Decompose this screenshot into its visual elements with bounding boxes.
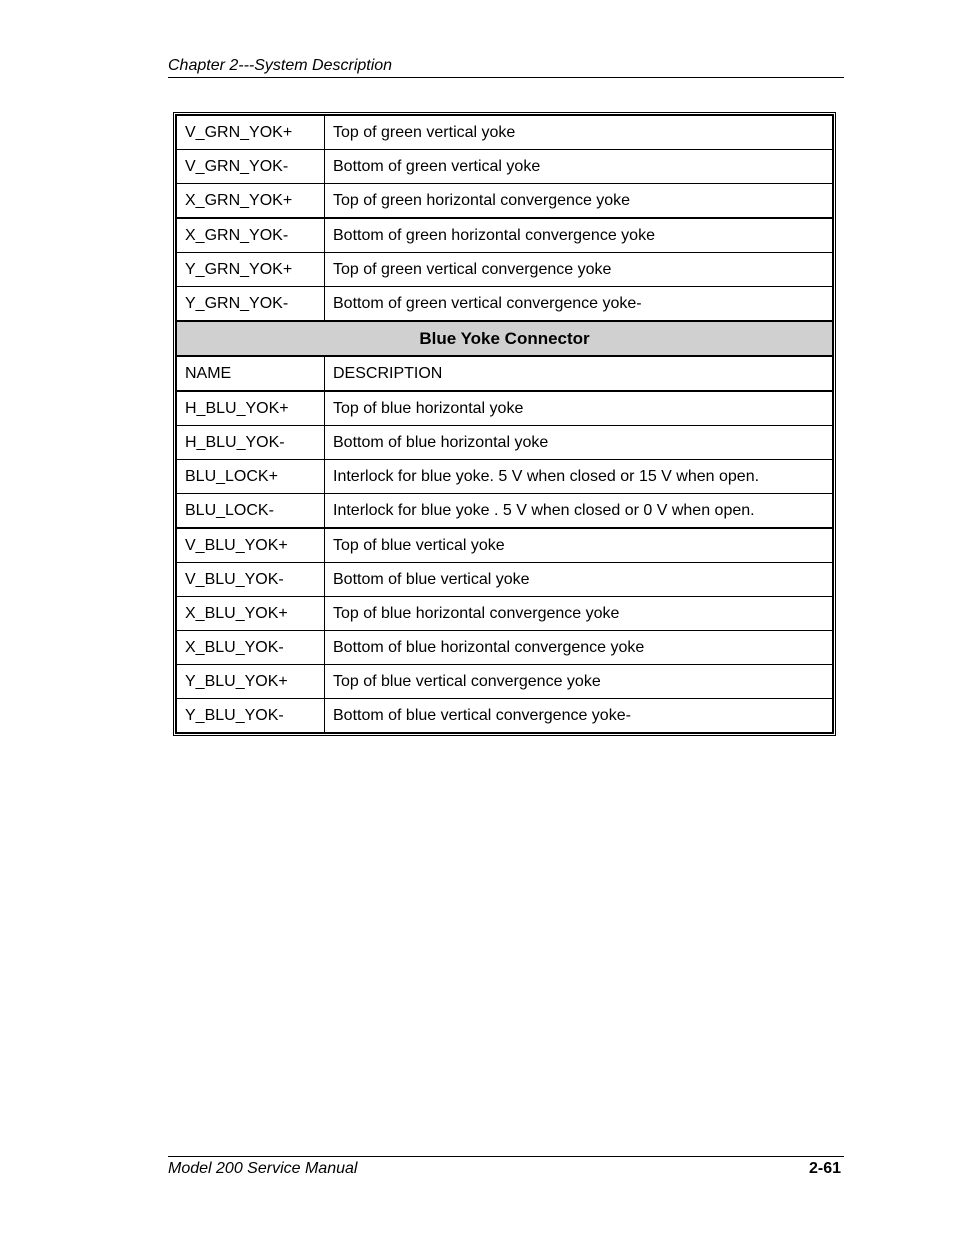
table-row <box>177 597 833 631</box>
signal-table-frame <box>173 112 836 736</box>
signal-name: H_BLU_YOK- <box>177 426 325 460</box>
signal-name: BLU_LOCK+ <box>177 460 325 494</box>
signal-name: X_BLU_YOK- <box>177 631 325 665</box>
signal-description: Top of blue vertical yoke <box>325 528 833 563</box>
signal-description: Bottom of blue horizontal convergence yoke <box>325 631 833 665</box>
page-number: 2-61 <box>808 1160 841 1177</box>
table-row <box>177 528 833 563</box>
signal-description: Bottom of green vertical convergence yoke- <box>325 287 833 322</box>
chapter-title: Chapter 2---System Description <box>168 57 393 74</box>
manual-title: Model 200 Service Manual <box>168 1160 358 1177</box>
signal-name: V_GRN_YOK+ <box>177 116 325 150</box>
table-row <box>177 150 833 184</box>
signal-description: Top of blue horizontal yoke <box>325 391 833 426</box>
signal-description: Bottom of blue vertical yoke <box>325 563 833 597</box>
signal-name: BLU_LOCK- <box>177 494 325 529</box>
signal-description: Bottom of blue vertical convergence yoke- <box>325 699 833 733</box>
table-row <box>177 218 833 253</box>
column-header-description: DESCRIPTION <box>325 356 833 391</box>
table-row <box>177 116 833 150</box>
table-row <box>177 494 833 529</box>
column-header-row <box>177 356 833 391</box>
signal-description: Top of blue horizontal convergence yoke <box>325 597 833 631</box>
signal-description: Top of green vertical yoke <box>325 116 833 150</box>
table-row <box>177 460 833 494</box>
signal-table <box>176 115 833 733</box>
signal-description: Interlock for blue yoke. 5 V when closed or 15 V when open. <box>325 460 833 494</box>
table-row <box>177 391 833 426</box>
table-row <box>177 426 833 460</box>
signal-name: Y_GRN_YOK+ <box>177 253 325 287</box>
signal-description: Bottom of green vertical yoke <box>325 150 833 184</box>
column-header-name: NAME <box>177 356 325 391</box>
table-row <box>177 184 833 219</box>
signal-name: V_BLU_YOK- <box>177 563 325 597</box>
signal-description: Bottom of green horizontal convergence yoke <box>325 218 833 253</box>
signal-description: Top of green horizontal convergence yoke <box>325 184 833 219</box>
signal-description: Interlock for blue yoke . 5 V when closed or 0 V when open. <box>325 494 833 529</box>
signal-description: Top of blue vertical convergence yoke <box>325 665 833 699</box>
signal-name: V_BLU_YOK+ <box>177 528 325 563</box>
table-row <box>177 563 833 597</box>
table-row <box>177 699 833 733</box>
signal-name: X_GRN_YOK+ <box>177 184 325 219</box>
table-row <box>177 631 833 665</box>
signal-name: Y_BLU_YOK+ <box>177 665 325 699</box>
section-title: Blue Yoke Connector <box>177 321 833 356</box>
page-footer <box>168 1156 844 1177</box>
table-row <box>177 287 833 322</box>
signal-description: Bottom of blue horizontal yoke <box>325 426 833 460</box>
signal-description: Top of green vertical convergence yoke <box>325 253 833 287</box>
signal-name: Y_GRN_YOK- <box>177 287 325 322</box>
signal-name: Y_BLU_YOK- <box>177 699 325 733</box>
table-row <box>177 665 833 699</box>
section-header-row <box>177 321 833 356</box>
signal-name: V_GRN_YOK- <box>177 150 325 184</box>
signal-name: H_BLU_YOK+ <box>177 391 325 426</box>
table-row <box>177 253 833 287</box>
page-header <box>168 56 844 78</box>
signal-name: X_BLU_YOK+ <box>177 597 325 631</box>
signal-name: X_GRN_YOK- <box>177 218 325 253</box>
